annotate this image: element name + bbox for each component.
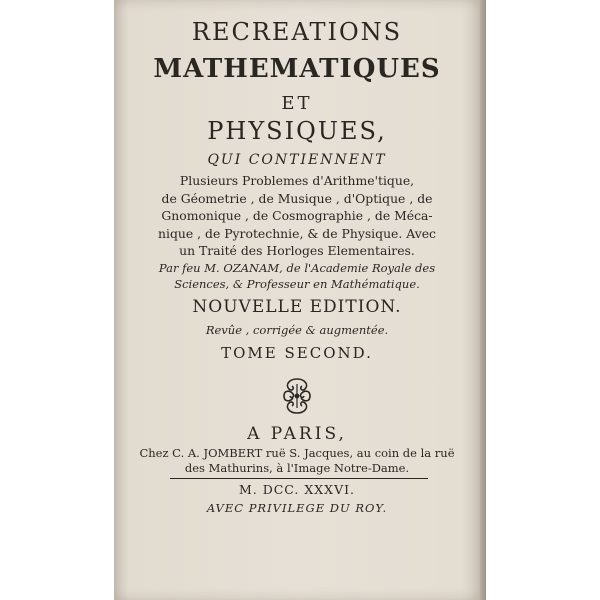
title-line-physiques: PHYSIQUES, bbox=[207, 117, 387, 145]
publication-year: M. DCC. XXXVI. bbox=[238, 482, 356, 497]
place-of-publication: A PARIS, bbox=[247, 424, 347, 444]
contents-description bbox=[114, 172, 480, 260]
publisher-line: Chez C. A. JOMBERT ruë S. Jacques, au coin de la ruë bbox=[139, 446, 455, 460]
title-line-et: ET bbox=[281, 93, 313, 114]
subtitle: QUI CONTIENNENT bbox=[207, 152, 387, 168]
publisher-imprint bbox=[114, 446, 480, 475]
divider-rule bbox=[170, 478, 428, 479]
revision-note: Revûe , corrigée & augmentée. bbox=[205, 323, 389, 337]
description-line: Plusieurs Problemes d'Arithme'tique, bbox=[179, 173, 415, 188]
author-line: Par feu M. OZANAM, de l'Academie Royale des bbox=[158, 261, 436, 275]
edition-label: NOUVELLE EDITION. bbox=[192, 297, 402, 317]
title-page bbox=[114, 0, 480, 600]
royal-privilege: AVEC PRIVILEGE DU ROY. bbox=[206, 501, 388, 515]
author-attribution bbox=[114, 260, 480, 292]
title-line-mathematiques: MATHEMATIQUES bbox=[153, 54, 441, 84]
volume-label: TOME SECOND. bbox=[221, 344, 373, 362]
description-line: Gnomonique , de Cosmographie , de Méca- bbox=[161, 208, 433, 223]
author-line: Sciences, & Professeur en Mathématique. bbox=[174, 277, 420, 291]
description-line: nique , de Pyrotechnie, & de Physique. Avec bbox=[158, 225, 436, 241]
publisher-line: des Mathurins, à l'Image Notre-Dame. bbox=[184, 460, 410, 475]
title-line-recreations: RECREATIONS bbox=[191, 18, 403, 46]
description-line: un Traité des Horloges Elementaires. bbox=[179, 243, 415, 258]
description-line: de Géometrie , de Musique , d'Optique , de bbox=[161, 190, 433, 206]
page-edge bbox=[480, 0, 486, 600]
floral-ornament-icon bbox=[280, 376, 314, 416]
